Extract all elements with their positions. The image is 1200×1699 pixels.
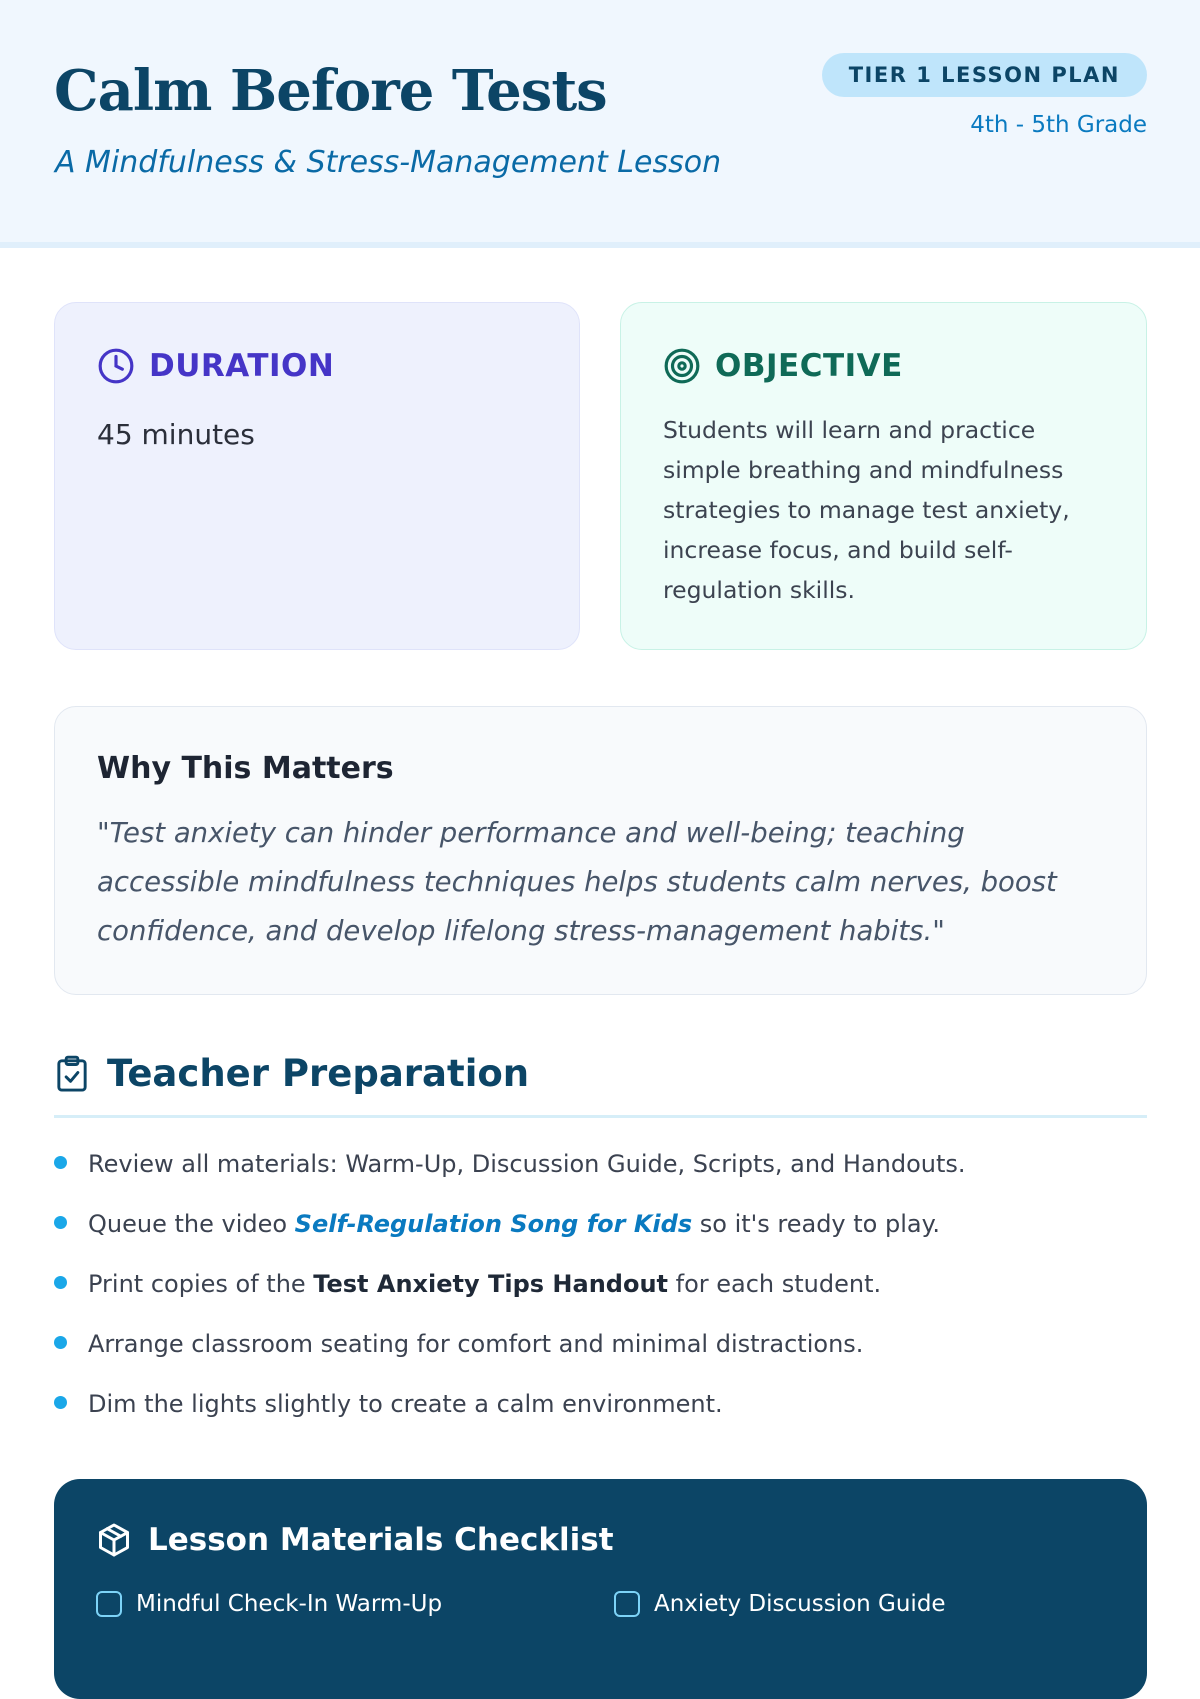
why-this-matters-card (54, 706, 1147, 995)
teacher-prep-list (54, 1146, 1147, 1446)
teacher-prep-heading (55, 1052, 529, 1095)
lesson-title: Calm Before Tests (54, 58, 607, 124)
objective-label: OBJECTIVE (715, 348, 903, 384)
grade-level: 4th - 5th Grade (970, 112, 1147, 138)
clipboard-check-icon (55, 1055, 89, 1093)
lesson-header (0, 0, 1200, 248)
video-link[interactable]: Self-Regulation Song for Kids (294, 1210, 693, 1238)
checkbox[interactable] (96, 1591, 122, 1617)
checklist-item[interactable] (96, 1591, 442, 1617)
list-item (54, 1386, 1147, 1446)
prep-item-text-before: Print copies of the (88, 1270, 314, 1298)
materials-heading (96, 1521, 614, 1559)
bullet-dot (54, 1276, 67, 1289)
target-icon (663, 347, 701, 385)
prep-item-text: Review all materials: Warm-Up, Discussion Guide, Scripts, and Handouts. (88, 1150, 966, 1178)
list-item (54, 1206, 1147, 1266)
materials-title: Lesson Materials Checklist (148, 1522, 614, 1558)
prep-item-text: Dim the lights slightly to create a calm environment. (88, 1390, 723, 1418)
objective-card (620, 302, 1147, 650)
checkbox[interactable] (614, 1591, 640, 1617)
duration-label: DURATION (149, 348, 335, 384)
bullet-dot (54, 1216, 67, 1229)
duration-value: 45 minutes (97, 418, 255, 451)
prep-item-text: Arrange classroom seating for comfort and minimal distractions. (88, 1330, 864, 1358)
objective-heading (663, 347, 903, 385)
duration-card (54, 302, 580, 650)
bullet-dot (54, 1396, 67, 1409)
section-divider (54, 1115, 1147, 1118)
checklist-item[interactable] (614, 1591, 946, 1617)
clock-icon (97, 347, 135, 385)
list-item (54, 1326, 1147, 1386)
checklist-item-label: Mindful Check-In Warm-Up (136, 1591, 443, 1617)
package-icon (96, 1521, 132, 1559)
lesson-subtitle: A Mindfulness & Stress-Management Lesson (55, 145, 722, 180)
objective-text: Students will learn and practice simple breathing and mindfulness strategies to manage test anxiety, increase focus, and build self-regulation skills. (663, 416, 1070, 604)
prep-item-text-after: so it's ready to play. (692, 1210, 940, 1238)
bullet-dot (54, 1156, 67, 1169)
checklist-item-label: Anxiety Discussion Guide (654, 1591, 946, 1617)
why-title: Why This Matters (97, 751, 394, 786)
materials-checklist-card (54, 1479, 1147, 1699)
tier-badge: TIER 1 LESSON PLAN (822, 53, 1147, 97)
teacher-prep-title: Teacher Preparation (107, 1052, 530, 1095)
bullet-dot (54, 1336, 67, 1349)
prep-item-text-after: for each student. (668, 1270, 882, 1298)
list-item (54, 1266, 1147, 1326)
prep-item-text-before: Queue the video (88, 1210, 295, 1238)
duration-heading (97, 347, 334, 385)
handout-name: Test Anxiety Tips Handout (313, 1270, 668, 1298)
list-item (54, 1146, 1147, 1206)
why-quote: "Test anxiety can hinder performance and well-being; teaching accessible mindfulness techniques helps students calm nerves, boost confidence, and develop lifelong stress-management habits." (97, 817, 1057, 947)
